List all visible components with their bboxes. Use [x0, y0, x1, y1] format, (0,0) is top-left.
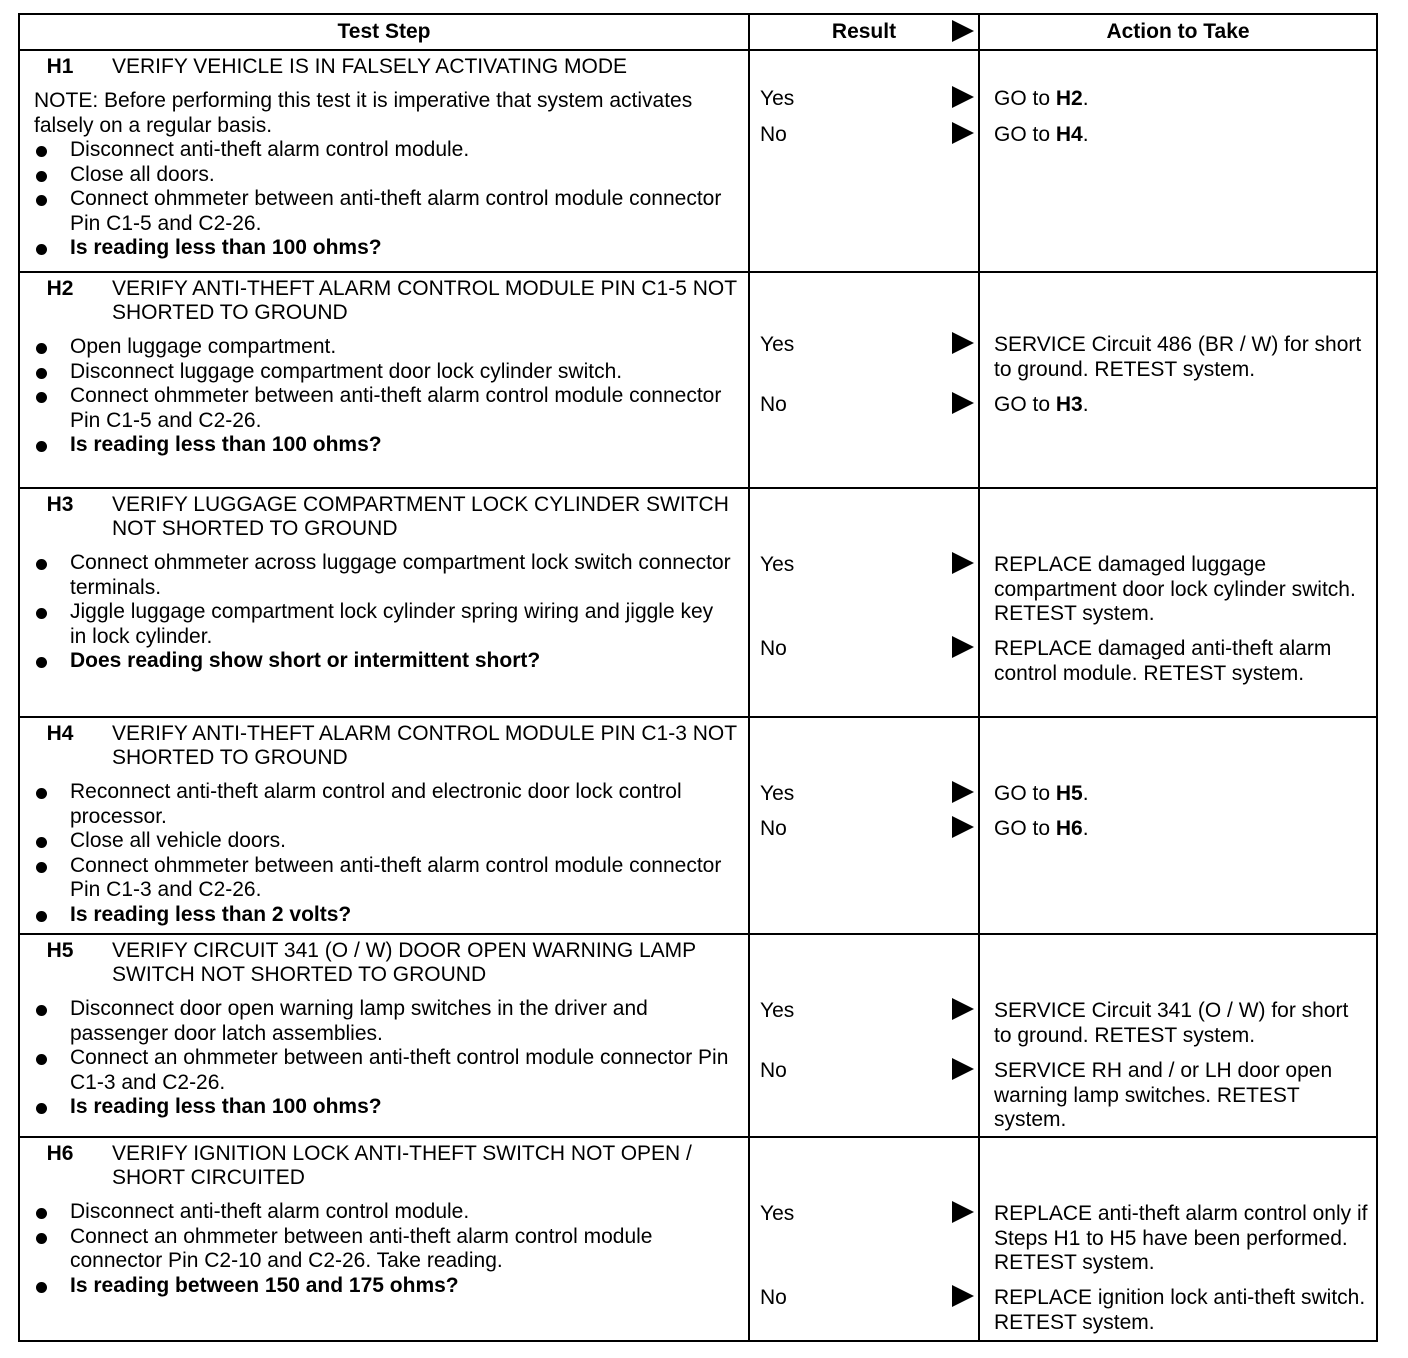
action-cell [979, 1137, 1377, 1341]
action-no [994, 637, 1368, 686]
step-bullet: Disconnect anti-theft alarm control module. [34, 138, 734, 163]
arrow-right-icon [952, 86, 974, 108]
test-step-cell [19, 488, 749, 717]
arrow-right-icon [952, 1058, 974, 1080]
step-bullet: Disconnect luggage compartment door lock cylinder switch. [34, 360, 734, 385]
step-bullet-list [34, 780, 734, 927]
arrow-right-icon [952, 1285, 974, 1307]
action-cell [979, 272, 1377, 488]
test-step-cell [19, 272, 749, 488]
step-bullet-list [34, 1200, 734, 1298]
step-row [19, 272, 1377, 488]
action-yes [994, 999, 1368, 1048]
step-question: Does reading show short or intermittent short? [34, 649, 734, 674]
step-bullet-list [34, 551, 734, 674]
header-test-step: Test Step [19, 14, 749, 50]
action-yes-ref: H2 [1055, 87, 1083, 110]
step-bullet: Connect ohmmeter between anti-theft alarm control module connector Pin C1-3 and C2-26. [34, 854, 734, 903]
action-yes [994, 782, 1368, 807]
step-title: VERIFY ANTI-THEFT ALARM CONTROL MODULE PIN C1-3 NOT SHORTED TO GROUND [112, 722, 737, 769]
arrow-right-icon [952, 781, 974, 803]
action-yes-ref: H5 [1055, 782, 1083, 805]
result-yes: Yes [760, 87, 795, 110]
result-no: No [760, 393, 787, 416]
result-yes: Yes [760, 553, 795, 576]
step-row [19, 934, 1377, 1137]
action-yes-suffix: . [1082, 782, 1089, 805]
action-yes-text: GO to [994, 87, 1056, 110]
action-no-text: REPLACE damaged anti-theft alarm control module. RETEST system. [994, 637, 1332, 685]
action-cell [979, 717, 1377, 934]
arrow-right-icon [952, 552, 974, 574]
result-cell [749, 488, 979, 717]
test-step-cell [19, 50, 749, 272]
action-no-text: REPLACE ignition lock anti-theft switch. RETEST system. [994, 1286, 1366, 1334]
step-row [19, 717, 1377, 934]
step-bullet: Open luggage compartment. [34, 335, 734, 360]
action-yes-text: GO to [994, 782, 1056, 805]
step-bullet: Disconnect door open warning lamp switches in the driver and passenger door latch assemblies. [34, 997, 734, 1046]
action-no-ref: H3 [1055, 393, 1083, 416]
action-yes-text: SERVICE Circuit 486 (BR / W) for short to ground. RETEST system. [994, 333, 1362, 381]
step-bullet: Connect an ohmmeter between anti-theft alarm control module connector Pin C2-10 and C2-26. Take reading. [34, 1225, 734, 1274]
step-title: VERIFY LUGGAGE COMPARTMENT LOCK CYLINDER SWITCH NOT SHORTED TO GROUND [112, 493, 729, 540]
result-no: No [760, 637, 787, 660]
action-no-text: GO to [994, 393, 1056, 416]
action-yes-text: REPLACE anti-theft alarm control only if Steps H1 to H5 have been performed. RETEST system. [994, 1202, 1368, 1274]
result-yes: Yes [760, 999, 795, 1022]
step-question: Is reading less than 2 volts? [34, 903, 734, 928]
result-no: No [760, 1059, 787, 1082]
step-bullet: Connect an ohmmeter between anti-theft control module connector Pin C1-3 and C2-26. [34, 1046, 734, 1095]
step-inner-table [20, 935, 748, 1126]
result-yes: Yes [760, 1202, 795, 1225]
action-no [994, 1286, 1368, 1335]
step-inner-table [20, 273, 748, 464]
result-cell [749, 50, 979, 272]
action-no-ref: H4 [1055, 123, 1083, 146]
action-no-suffix: . [1082, 817, 1089, 840]
action-no [994, 1059, 1368, 1133]
arrow-right-icon [952, 816, 974, 838]
step-bullet-list [34, 335, 734, 458]
step-bullet-list [34, 997, 734, 1120]
action-no [994, 123, 1368, 148]
table-body [19, 50, 1377, 1341]
action-no-text: GO to [994, 123, 1056, 146]
action-yes [994, 1202, 1368, 1276]
table-header-row [19, 14, 1377, 50]
step-bullet: Connect ohmmeter across luggage compartment lock switch connector terminals. [34, 551, 734, 600]
step-question: Is reading less than 100 ohms? [34, 1095, 734, 1120]
step-row [19, 50, 1377, 272]
step-body [20, 774, 748, 933]
step-question: Is reading between 150 and 175 ohms? [34, 1274, 734, 1299]
step-id: H3 [46, 493, 74, 516]
action-cell [979, 934, 1377, 1137]
action-no-text: SERVICE RH and / or LH door open warning lamp switches. RETEST system. [994, 1059, 1333, 1131]
step-id: H1 [46, 55, 74, 78]
step-bullet: Connect ohmmeter between anti-theft alarm control module connector Pin C1-5 and C2-26. [34, 187, 734, 236]
step-title: VERIFY CIRCUIT 341 (O / W) DOOR OPEN WARNING LAMP SWITCH NOT SHORTED TO GROUND [112, 939, 696, 986]
step-body [20, 991, 748, 1126]
step-body [20, 545, 748, 680]
result-cell [749, 272, 979, 488]
step-body [20, 329, 748, 464]
step-title: VERIFY VEHICLE IS IN FALSELY ACTIVATING MODE [112, 55, 628, 78]
step-row [19, 488, 1377, 717]
arrow-right-icon [952, 1201, 974, 1223]
action-yes-text: REPLACE damaged luggage compartment door lock cylinder switch. RETEST system. [994, 553, 1356, 625]
test-step-cell [19, 1137, 749, 1341]
step-bullet: Connect ohmmeter between anti-theft alarm control module connector Pin C1-5 and C2-26. [34, 384, 734, 433]
step-body [20, 1194, 748, 1304]
diagnostic-table-sheet [18, 13, 1376, 1342]
result-no: No [760, 1286, 787, 1309]
step-id: H6 [46, 1142, 74, 1165]
action-no-ref: H6 [1055, 817, 1083, 840]
test-step-cell [19, 934, 749, 1137]
header-action: Action to Take [979, 14, 1377, 50]
step-inner-table [20, 1138, 748, 1304]
step-id: H4 [46, 722, 74, 745]
result-no: No [760, 817, 787, 840]
test-step-cell [19, 717, 749, 934]
action-cell [979, 50, 1377, 272]
action-no [994, 393, 1368, 418]
step-bullet: Close all vehicle doors. [34, 829, 734, 854]
result-cell [749, 717, 979, 934]
result-yes: Yes [760, 333, 795, 356]
diagnostic-table [18, 13, 1378, 1342]
step-question: Is reading less than 100 ohms? [34, 236, 734, 261]
arrow-right-icon [952, 392, 974, 414]
action-cell [979, 488, 1377, 717]
arrow-right-icon [952, 636, 974, 658]
arrow-right-icon [952, 122, 974, 144]
step-inner-table [20, 51, 748, 267]
step-bullet: Reconnect anti-theft alarm control and electronic door lock control processor. [34, 780, 734, 829]
action-yes-suffix: . [1082, 87, 1089, 110]
header-result [749, 14, 979, 50]
step-id: H2 [46, 277, 74, 300]
result-cell [749, 1137, 979, 1341]
step-inner-table [20, 718, 748, 933]
action-yes [994, 333, 1368, 382]
action-yes-text: SERVICE Circuit 341 (O / W) for short to ground. RETEST system. [994, 999, 1349, 1047]
result-yes: Yes [760, 782, 795, 805]
step-bullet-list [34, 138, 734, 261]
step-note: NOTE: Before performing this test it is imperative that system activates falsely on a regular basis. [34, 89, 693, 137]
result-no: No [760, 123, 787, 146]
action-yes [994, 87, 1368, 112]
step-bullet: Jiggle luggage compartment lock cylinder spring wiring and jiggle key in lock cylinder. [34, 600, 734, 649]
action-yes [994, 553, 1368, 627]
step-title: VERIFY ANTI-THEFT ALARM CONTROL MODULE PIN C1-5 NOT SHORTED TO GROUND [112, 277, 737, 324]
result-cell [749, 934, 979, 1137]
arrow-right-icon [952, 20, 974, 42]
arrow-right-icon [952, 332, 974, 354]
step-id: H5 [46, 939, 74, 962]
action-no-suffix: . [1082, 123, 1089, 146]
step-bullet: Close all doors. [34, 163, 734, 188]
step-bullet: Disconnect anti-theft alarm control module. [34, 1200, 734, 1225]
step-inner-table [20, 489, 748, 680]
step-row [19, 1137, 1377, 1341]
arrow-right-icon [952, 998, 974, 1020]
step-title: VERIFY IGNITION LOCK ANTI-THEFT SWITCH NOT OPEN / SHORT CIRCUITED [112, 1142, 692, 1189]
step-body [20, 83, 748, 267]
action-no-suffix: . [1082, 393, 1089, 416]
action-no [994, 817, 1368, 842]
step-question: Is reading less than 100 ohms? [34, 433, 734, 458]
header-result-label: Result [831, 20, 897, 43]
action-no-text: GO to [994, 817, 1056, 840]
